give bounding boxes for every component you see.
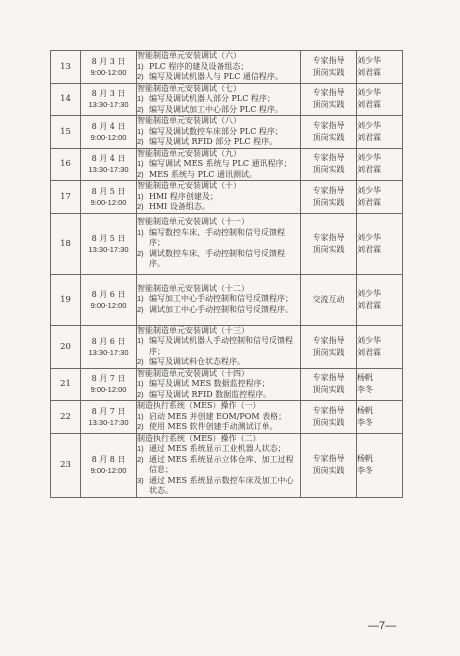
instructor-name: 李冬 [357,417,373,427]
task-text: PLC 程序的建及设备组态； [149,61,249,71]
method-line: 顶岗实践 [312,132,345,142]
task-number: 2) [137,202,144,211]
session-date-cell [81,274,137,325]
session-content [137,213,301,274]
session-task-item [137,390,300,401]
session-number: 23 [51,433,81,497]
session-number: 21 [51,368,81,401]
instructor-name: 刘少华 [357,88,381,98]
session-task-item [137,476,300,497]
session-date: 8 月 3 日 [91,89,126,99]
session-task-item [137,294,300,305]
session-title: 智能制造单元安装调试（十一） [137,217,249,227]
method-line: 顶岗实践 [312,466,345,475]
task-number: 2) [137,454,144,464]
session-task-item [137,228,300,249]
task-text: 编写及调试机器人手动控制和信号反馈程序； [149,336,293,356]
schedule-row [51,325,403,368]
session-number: 13 [51,51,81,84]
task-number: 2) [137,304,144,314]
task-text: 通过 MES 系统显示立体仓库、加工过程信息； [149,454,294,474]
session-number: 22 [51,401,81,434]
page-number: —7— [368,620,397,632]
task-text: 编写及调试 RFID 数据监控程序。 [149,389,272,399]
method-line: 专家指导 [312,454,345,463]
session-date: 8 月 8 日 [91,455,126,464]
instructor-name: 刘少华 [357,153,381,163]
session-title: 智能制造单元安装调试（十） [137,181,241,190]
teaching-method [301,433,357,497]
instructors [357,83,403,116]
teaching-method [301,401,357,434]
task-text: 通过 MES 系统显示工业机器人状态； [149,444,286,453]
task-number: 1) [137,126,144,136]
session-task-item [137,305,300,316]
schedule-row [51,83,403,116]
session-date-cell [81,148,137,181]
instructor-name: 刘少华 [357,185,381,195]
method-line: 顶岗实践 [312,417,345,427]
task-text: 使用 MES 软件创建手动测试订单。 [149,422,278,431]
task-text: 编写及调试机器人部分 PLC 程序； [149,94,275,103]
session-task-item [137,336,300,357]
session-time: 13:30-17:30 [88,347,129,357]
session-number: 14 [51,83,81,116]
session-content [137,325,301,368]
session-task-item [137,94,300,105]
method-line: 顶岗实践 [312,347,345,357]
teaching-method [301,368,357,401]
method-line: 专家指导 [312,185,345,195]
session-date-cell [81,83,137,116]
method-line: 专家指导 [312,120,345,130]
task-text: 编写加工中心手动控制和信号反馈程序； [149,294,293,304]
session-time: 9:00-12:00 [90,385,127,395]
task-number: 1) [137,444,144,453]
session-date-cell [81,401,137,434]
session-date-cell [81,368,137,401]
method-line: 专家指导 [312,232,345,242]
schedule-row [51,401,403,434]
session-title: 制造执行系统（MES）操作（二） [137,433,261,443]
schedule-row [51,368,403,401]
task-number: 1) [137,159,144,168]
instructor-name: 刘君霖 [357,100,381,110]
instructor-name: 刘少华 [357,232,381,242]
session-content [137,274,301,325]
session-content [137,83,301,116]
session-title: 智能制造单元安装调试（十四） [137,368,249,378]
task-number: 2) [137,137,144,146]
session-task-item [137,202,300,213]
session-date-cell [81,325,137,368]
schedule-row [51,274,403,325]
session-content [137,181,301,214]
instructor-name: 刘少华 [357,288,381,298]
teaching-method [301,181,357,214]
method-line: 顶岗实践 [312,244,345,254]
teaching-method [301,213,357,274]
session-content [137,148,301,181]
session-task-item [137,455,300,476]
session-time: 9:00-12:00 [90,197,127,207]
session-title: 智能制造单元安装调试（六） [137,51,241,60]
session-title: 智能制造单元安装调试（十二） [137,283,249,293]
instructors [357,116,403,149]
task-number: 1) [137,191,144,201]
task-number: 2) [137,422,144,431]
session-date: 8 月 4 日 [91,121,126,131]
session-task-item [137,412,300,423]
instructors [357,51,403,84]
method-line: 专家指导 [312,55,345,65]
task-number: 2) [137,389,144,399]
instructor-name: 刘君霖 [357,67,381,77]
task-number: 1) [137,336,144,345]
instructor-name: 刘少华 [357,120,381,130]
task-text: MES 系统与 PLC 通讯测试。 [149,169,257,179]
task-number: 2) [137,248,144,258]
schedule-table-body [51,51,403,498]
task-text: 调试数控车床、手动控制和信号反馈程序。 [149,248,285,269]
session-task-item [137,192,300,203]
session-date-cell [81,433,137,497]
task-text: 编写调试 MES 系统与 PLC 通讯程序； [149,159,292,168]
instructor-name: 李冬 [357,466,373,475]
method-line: 顶岗实践 [312,165,345,175]
session-task-item [137,249,300,270]
instructors [357,368,403,401]
method-line: 专家指导 [312,88,345,98]
teaching-method [301,51,357,84]
session-content [137,401,301,434]
instructor-name: 刘少华 [357,335,381,345]
session-task-item [137,137,300,148]
teaching-method [301,83,357,116]
session-number: 17 [51,181,81,214]
schedule-row [51,181,403,214]
instructor-name: 刘君霖 [357,244,381,254]
session-date-cell [81,51,137,84]
session-number: 18 [51,213,81,274]
session-number: 20 [51,325,81,368]
session-time: 9:00-12:00 [90,67,127,77]
instructor-name: 刘君霖 [357,165,381,175]
task-text: 编写数控车床、手动控制和信号反馈程序； [149,227,285,248]
method-line: 顶岗实践 [312,197,345,207]
training-schedule-table [50,50,403,498]
session-time: 9:00-12:00 [90,132,127,142]
task-text: HMI 程序创建及； [149,191,218,201]
schedule-row [51,116,403,149]
session-task-item [137,357,300,368]
session-task-item [137,72,300,83]
method-line: 交流互动 [312,294,345,304]
session-time: 13:30-17:30 [88,100,129,110]
instructors [357,274,403,325]
session-time: 9:00-12:00 [90,466,127,475]
session-content [137,51,301,84]
teaching-method [301,325,357,368]
method-line: 顶岗实践 [312,385,345,395]
session-time: 13:30-17:30 [88,165,129,175]
instructor-name: 刘君霖 [357,300,381,310]
session-date-cell [81,116,137,149]
task-text: HMI 设备组态。 [149,202,210,211]
task-text: 编写及调试加工中心部分 PLC 程序。 [149,104,283,114]
session-date-cell [81,213,137,274]
task-number: 1) [137,227,144,237]
task-number: 1) [137,379,144,388]
task-number: 2) [137,357,144,366]
task-text: 编写及调试料仓状态程序。 [149,357,245,366]
session-date: 8 月 7 日 [91,406,126,416]
instructor-name: 刘少华 [357,55,381,65]
session-time: 13:30-17:30 [88,244,129,254]
method-line: 专家指导 [312,373,345,383]
session-title: 制造执行系统（MES）操作（一） [137,401,261,410]
instructors [357,433,403,497]
session-task-item [137,159,300,170]
task-number: 3) [137,475,144,485]
method-line: 专家指导 [312,153,345,163]
session-content [137,433,301,497]
task-number: 1) [137,411,144,421]
method-line: 专家指导 [312,405,345,415]
session-title: 智能制造单元安装调试（九） [137,148,241,158]
session-title: 智能制造单元安装调试（七） [137,83,241,93]
task-text: 启动 MES 并创建 EOM/POM 表格； [149,411,287,421]
session-task-item [137,170,300,181]
session-date: 8 月 7 日 [91,374,126,384]
teaching-method [301,116,357,149]
task-text: 编写及调试 RFID 部分 PLC 程序。 [149,137,278,146]
task-text: 调试加工中心手动控制和信号反馈程序。 [149,304,293,314]
instructor-name: 刘君霖 [357,197,381,207]
instructors [357,181,403,214]
task-number: 2) [137,72,144,81]
task-text: 编写及调试数控车床部分 PLC 程序； [149,126,283,136]
session-task-item [137,105,300,116]
task-number: 1) [137,61,144,71]
session-task-item [137,422,300,433]
session-number: 16 [51,148,81,181]
instructors [357,325,403,368]
session-date-cell [81,181,137,214]
task-text: 编写及调试机器人与 PLC 通信程序。 [149,72,283,81]
session-title: 智能制造单元安装调试（十三） [137,325,249,335]
instructors [357,401,403,434]
instructor-name: 刘君霖 [357,132,381,142]
session-time: 9:00-12:00 [90,300,127,310]
instructor-name: 刘君霖 [357,347,381,357]
session-number: 19 [51,274,81,325]
instructor-name: 杨帆 [357,454,373,463]
task-number: 2) [137,169,144,179]
session-task-item [137,379,300,390]
session-content [137,116,301,149]
session-task-item [137,127,300,138]
task-number: 1) [137,94,144,103]
instructor-name: 杨帆 [357,373,373,383]
session-date: 8 月 5 日 [91,233,126,243]
session-task-item [137,444,300,455]
session-date: 8 月 4 日 [91,154,126,164]
session-number: 15 [51,116,81,149]
instructor-name: 杨帆 [357,405,373,415]
session-time: 13:30-17:30 [88,417,129,427]
method-line: 顶岗实践 [312,100,345,110]
task-text: 通过 MES 系统显示数控车床及加工中心状态。 [149,475,294,495]
method-line: 顶岗实践 [312,67,345,77]
schedule-row [51,213,403,274]
task-text: 编写及调试 MES 数据监控程序； [149,379,270,388]
session-content [137,368,301,401]
schedule-row [51,148,403,181]
session-task-item [137,62,300,73]
task-number: 2) [137,104,144,114]
schedule-row [51,51,403,84]
session-date: 8 月 5 日 [91,186,126,196]
instructors [357,213,403,274]
schedule-row [51,433,403,497]
session-date: 8 月 6 日 [91,336,126,346]
task-number: 1) [137,294,144,304]
teaching-method [301,274,357,325]
instructors [357,148,403,181]
instructor-name: 李冬 [357,385,373,395]
method-line: 专家指导 [312,335,345,345]
session-date: 8 月 3 日 [91,56,126,66]
teaching-method [301,148,357,181]
session-date: 8 月 6 日 [91,289,126,299]
session-title: 智能制造单元安装调试（八） [137,116,241,125]
